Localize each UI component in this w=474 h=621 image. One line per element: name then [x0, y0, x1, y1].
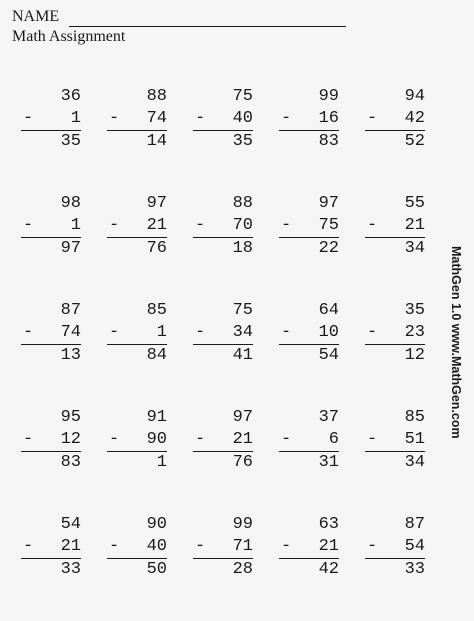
subtrahend: 74 — [146, 109, 167, 128]
subtrahend-row — [107, 215, 167, 238]
subtrahend-row — [365, 429, 425, 452]
minuend: 54 — [60, 515, 81, 534]
subtrahend: 40 — [232, 109, 253, 128]
minus-sign: - — [281, 323, 292, 342]
minus-sign: - — [195, 109, 206, 128]
subtraction-problem — [193, 86, 253, 193]
minuend: 99 — [232, 515, 253, 534]
worksheet-header — [12, 7, 346, 47]
subtrahend: 21 — [318, 537, 339, 556]
subtraction-problem — [107, 193, 167, 300]
minuend: 97 — [146, 194, 167, 213]
subtrahend: 10 — [318, 323, 339, 342]
difference-answer: 18 — [232, 239, 253, 258]
difference-answer: 34 — [404, 453, 425, 472]
subtraction-problem — [279, 514, 339, 621]
minuend: 64 — [318, 301, 339, 320]
minuend: 75 — [232, 301, 253, 320]
subtrahend: 1 — [156, 323, 167, 342]
minuend: 63 — [318, 515, 339, 534]
minuend: 85 — [146, 301, 167, 320]
minuend: 97 — [232, 408, 253, 427]
subtraction-problem — [279, 193, 339, 300]
minus-sign: - — [195, 216, 206, 235]
subtrahend-row — [21, 215, 81, 238]
difference-answer: 76 — [232, 453, 253, 472]
difference-answer: 33 — [404, 560, 425, 579]
difference-answer: 22 — [318, 239, 339, 258]
subtrahend-row — [279, 536, 339, 559]
subtrahend: 40 — [146, 537, 167, 556]
difference-answer: 34 — [404, 239, 425, 258]
subtrahend: 21 — [232, 430, 253, 449]
subtraction-problem — [193, 193, 253, 300]
minuend: 88 — [232, 194, 253, 213]
minus-sign: - — [367, 430, 378, 449]
subtrahend-row — [193, 429, 253, 452]
minus-sign: - — [195, 537, 206, 556]
subtraction-problem — [193, 514, 253, 621]
minuend: 75 — [232, 87, 253, 106]
name-label: NAME — [12, 8, 60, 25]
minus-sign: - — [109, 430, 120, 449]
minuend: 97 — [318, 194, 339, 213]
minuend: 90 — [146, 515, 167, 534]
difference-answer: 1 — [156, 453, 167, 472]
minus-sign: - — [109, 216, 120, 235]
difference-answer: 50 — [146, 560, 167, 579]
subtrahend: 12 — [60, 430, 81, 449]
problem-row — [21, 514, 441, 621]
difference-answer: 14 — [146, 132, 167, 151]
subtrahend-row — [365, 322, 425, 345]
subtraction-problem — [365, 407, 425, 514]
minus-sign: - — [367, 537, 378, 556]
subtraction-problem — [193, 300, 253, 407]
subtrahend-row — [193, 536, 253, 559]
subtrahend-row — [107, 322, 167, 345]
minuend: 35 — [404, 301, 425, 320]
minus-sign: - — [23, 109, 34, 128]
minus-sign: - — [109, 537, 120, 556]
subtraction-problem — [107, 300, 167, 407]
subtrahend: 74 — [60, 323, 81, 342]
difference-answer: 84 — [146, 346, 167, 365]
subtrahend-row — [279, 429, 339, 452]
subtrahend-row — [193, 108, 253, 131]
minus-sign: - — [195, 430, 206, 449]
minuend: 87 — [404, 515, 425, 534]
subtrahend: 23 — [404, 323, 425, 342]
subtrahend: 21 — [404, 216, 425, 235]
subtrahend: 54 — [404, 537, 425, 556]
minuend: 55 — [404, 194, 425, 213]
minus-sign: - — [367, 323, 378, 342]
subtraction-problem — [21, 86, 81, 193]
minus-sign: - — [367, 109, 378, 128]
subtrahend: 6 — [328, 430, 339, 449]
problem-grid — [21, 86, 441, 621]
minuend: 37 — [318, 408, 339, 427]
difference-answer: 28 — [232, 560, 253, 579]
subtraction-problem — [365, 193, 425, 300]
difference-answer: 42 — [318, 560, 339, 579]
difference-answer: 54 — [318, 346, 339, 365]
problem-row — [21, 407, 441, 514]
difference-answer: 83 — [318, 132, 339, 151]
minus-sign: - — [281, 216, 292, 235]
minuend: 88 — [146, 87, 167, 106]
subtraction-problem — [365, 86, 425, 193]
subtrahend: 16 — [318, 109, 339, 128]
subtraction-problem — [279, 407, 339, 514]
difference-answer: 41 — [232, 346, 253, 365]
subtrahend-row — [21, 322, 81, 345]
difference-answer: 31 — [318, 453, 339, 472]
subtrahend: 70 — [232, 216, 253, 235]
subtraction-problem — [279, 86, 339, 193]
subtrahend-row — [107, 429, 167, 452]
difference-answer: 76 — [146, 239, 167, 258]
minus-sign: - — [23, 430, 34, 449]
subtraction-problem — [365, 300, 425, 407]
subtraction-problem — [107, 514, 167, 621]
subtraction-problem — [21, 407, 81, 514]
problem-row — [21, 193, 441, 300]
subtrahend: 75 — [318, 216, 339, 235]
minus-sign: - — [109, 109, 120, 128]
subtraction-problem — [21, 193, 81, 300]
subtraction-problem — [107, 86, 167, 193]
minus-sign: - — [23, 537, 34, 556]
subtrahend-row — [365, 536, 425, 559]
subtraction-problem — [21, 514, 81, 621]
subtrahend-row — [21, 429, 81, 452]
mathgen-side-credit: MathGen 1.0 www.MathGen.com — [449, 246, 463, 439]
subtrahend: 90 — [146, 430, 167, 449]
difference-answer: 83 — [60, 453, 81, 472]
difference-answer: 97 — [60, 239, 81, 258]
minuend: 98 — [60, 194, 81, 213]
minuend: 85 — [404, 408, 425, 427]
minuend: 87 — [60, 301, 81, 320]
minuend: 99 — [318, 87, 339, 106]
difference-answer: 12 — [404, 346, 425, 365]
name-row — [12, 7, 346, 27]
subtrahend: 34 — [232, 323, 253, 342]
minus-sign: - — [281, 109, 292, 128]
name-blank-line — [69, 9, 346, 27]
subtraction-problem — [107, 407, 167, 514]
subtrahend-row — [279, 322, 339, 345]
difference-answer: 35 — [232, 132, 253, 151]
subtrahend-row — [365, 108, 425, 131]
difference-answer: 33 — [60, 560, 81, 579]
difference-answer: 52 — [404, 132, 425, 151]
subtrahend-row — [365, 215, 425, 238]
subtraction-problem — [279, 300, 339, 407]
subtrahend: 71 — [232, 537, 253, 556]
subtrahend-row — [279, 108, 339, 131]
subtrahend-row — [21, 108, 81, 131]
minuend: 91 — [146, 408, 167, 427]
minuend: 95 — [60, 408, 81, 427]
subtrahend-row — [193, 215, 253, 238]
minus-sign: - — [281, 537, 292, 556]
minus-sign: - — [109, 323, 120, 342]
assignment-title: Math Assignment — [12, 28, 126, 45]
problem-row — [21, 86, 441, 193]
subtrahend-row — [21, 536, 81, 559]
subtraction-problem — [193, 407, 253, 514]
subtraction-problem — [21, 300, 81, 407]
subtrahend: 1 — [70, 216, 81, 235]
subtrahend: 42 — [404, 109, 425, 128]
subtrahend: 1 — [70, 109, 81, 128]
subtraction-problem — [365, 514, 425, 621]
minuend: 36 — [60, 87, 81, 106]
minuend: 94 — [404, 87, 425, 106]
minus-sign: - — [195, 323, 206, 342]
minus-sign: - — [23, 323, 34, 342]
subtrahend-row — [107, 536, 167, 559]
subtrahend: 51 — [404, 430, 425, 449]
subtrahend: 21 — [146, 216, 167, 235]
minus-sign: - — [281, 430, 292, 449]
subtrahend-row — [193, 322, 253, 345]
minus-sign: - — [367, 216, 378, 235]
difference-answer: 35 — [60, 132, 81, 151]
problem-row — [21, 300, 441, 407]
subtrahend: 21 — [60, 537, 81, 556]
minus-sign: - — [23, 216, 34, 235]
subtrahend-row — [279, 215, 339, 238]
subtrahend-row — [107, 108, 167, 131]
difference-answer: 13 — [60, 346, 81, 365]
